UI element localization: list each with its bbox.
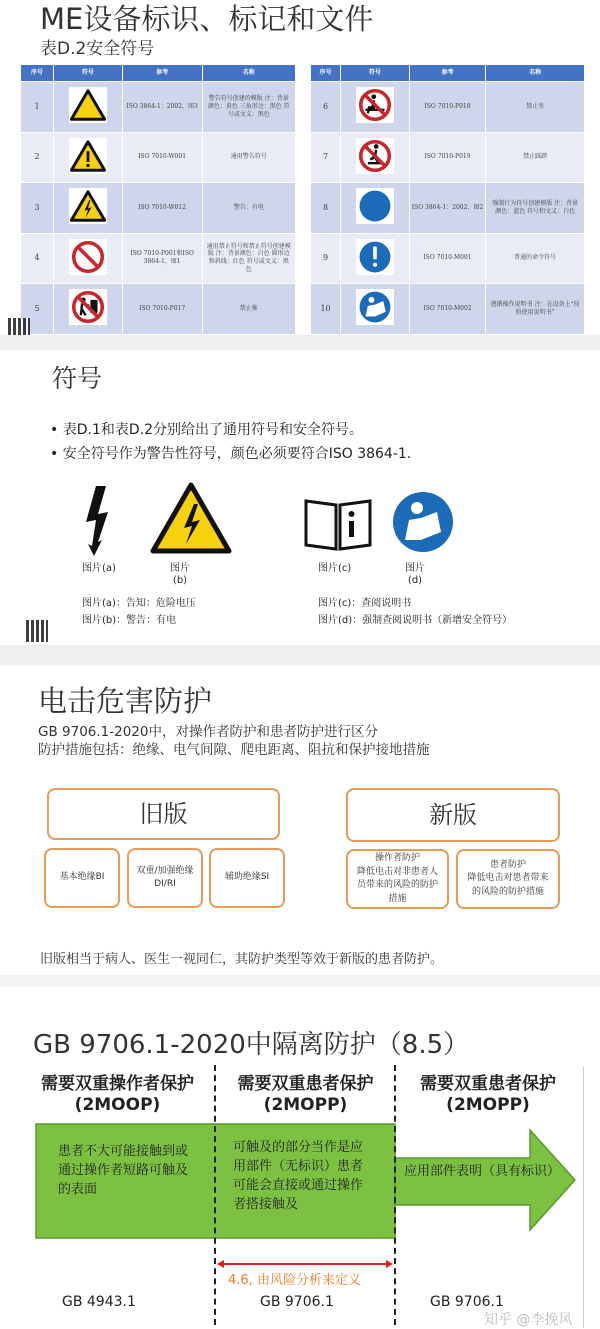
risk-note: 4.6, 由风险分析来定义 bbox=[228, 1273, 361, 1288]
row-number: 1 bbox=[21, 82, 54, 133]
row-number: 7 bbox=[311, 132, 341, 183]
symbol-name: 禁止推 bbox=[202, 284, 296, 335]
row-number: 3 bbox=[21, 183, 54, 234]
row-number: 9 bbox=[311, 233, 341, 284]
box-desc: 降低电击对非患者人员带来的风险的防护措施 bbox=[356, 866, 438, 904]
reference: ISO 7010-P018 bbox=[409, 82, 486, 133]
prohibition-icon bbox=[69, 239, 107, 275]
symbols-table-right bbox=[310, 64, 585, 335]
reference: ISO 3864-1：2002，图3 bbox=[122, 82, 202, 133]
slide-title: 符号 bbox=[52, 364, 103, 393]
symbol-cell bbox=[341, 132, 410, 183]
intro-line: GB 9706.1-2020中，对操作者防护和患者防护进行区分 bbox=[38, 724, 378, 740]
table-row bbox=[311, 284, 585, 335]
symbol-name: 通用禁止符号和禁止符号创建模版 注：背景颜色：白色 圆形边和斜线：红色 符号或文义：黑色 bbox=[202, 233, 296, 284]
general-mandatory-icon bbox=[356, 239, 394, 275]
reference: ISO 7010-M001 bbox=[409, 233, 486, 284]
column-header: 符号 bbox=[341, 65, 410, 82]
dashed-divider bbox=[214, 1065, 216, 1325]
caption-b: 图片 (b) bbox=[170, 563, 190, 586]
old-item-box: 双重/加强绝缘 DI/RI bbox=[127, 848, 203, 908]
mandatory-template-icon bbox=[356, 188, 394, 224]
old-item-box: 基本绝缘BI bbox=[44, 848, 120, 908]
column-header: 参考 bbox=[409, 65, 486, 82]
symbol-cell bbox=[341, 183, 410, 234]
table-row bbox=[311, 132, 585, 183]
table-row bbox=[311, 233, 585, 284]
note: 图片(a)：告知：危险电压 bbox=[82, 598, 196, 609]
lightning-bolt-icon bbox=[82, 484, 114, 558]
row-number: 10 bbox=[311, 284, 341, 335]
operator-protection-box bbox=[346, 849, 449, 909]
column-header: 序号 bbox=[311, 65, 341, 82]
read-manual-icon bbox=[356, 289, 394, 325]
bullet-item: • 安全符号作为警告性符号，颜色必须要符合ISO 3864-1. bbox=[50, 446, 412, 462]
row-number: 5 bbox=[21, 284, 54, 335]
reference: ISO 7010-P017 bbox=[122, 284, 202, 335]
symbol-name: 警告符号创建的模版 注：背景颜色：黄色 三角形边：黑色 符号或文义：黑色 bbox=[202, 82, 296, 133]
patient-protection-box bbox=[456, 849, 560, 909]
symbol-cell bbox=[54, 183, 123, 234]
warning-triangle-icon bbox=[69, 87, 107, 123]
box-title: 操作者防护 bbox=[374, 853, 420, 863]
new-version-box: 新版 bbox=[346, 788, 560, 842]
box-title: 患者防护 bbox=[489, 859, 526, 870]
symbol-cell bbox=[341, 233, 410, 284]
slide-title: ME设备标识、标记和文件 bbox=[40, 2, 374, 36]
slide-symbols bbox=[0, 350, 600, 645]
table-row bbox=[21, 82, 296, 133]
row-number: 6 bbox=[311, 82, 341, 133]
table-row bbox=[21, 183, 296, 234]
row-number: 4 bbox=[21, 233, 54, 284]
table-row bbox=[21, 132, 296, 183]
qr-code-icon bbox=[26, 620, 48, 642]
slide-shock-protection bbox=[0, 665, 600, 975]
caption-c: 图片(c) bbox=[318, 563, 352, 574]
general-warning-icon bbox=[69, 138, 107, 174]
symbol-name: 强制行为符号创建模版 注：背景颜色：蓝色 符号和文义：白色 bbox=[486, 183, 585, 234]
column-header: 参考 bbox=[122, 65, 202, 82]
column-header: 符号 bbox=[54, 65, 123, 82]
column-body: 患者不大可能接触到或通过操作者短路可触及的表面 bbox=[58, 1144, 189, 1197]
divider bbox=[0, 335, 600, 350]
note: 图片(b)：警告：有电 bbox=[82, 615, 177, 626]
row-number: 2 bbox=[21, 132, 54, 183]
symbol-cell bbox=[341, 82, 410, 133]
no-pushing-icon bbox=[69, 289, 107, 325]
standard-label: GB 4943.1 bbox=[62, 1294, 136, 1310]
symbol-name: 遵循操作说明书 注：在设备上“按照使用说明书” bbox=[486, 284, 585, 335]
note: 图片(c)：查阅说明书 bbox=[318, 598, 412, 609]
old-version-box: 旧版 bbox=[47, 788, 280, 840]
column-header: 名称 bbox=[202, 65, 296, 82]
watermark: 知乎 @李挽风 bbox=[484, 1312, 573, 1328]
double-arrow-icon bbox=[215, 1258, 395, 1270]
electricity-warning-icon bbox=[69, 188, 107, 224]
symbol-name: 警告：有电 bbox=[202, 183, 296, 234]
table-header-row bbox=[21, 65, 296, 82]
column-header: 名称 bbox=[486, 65, 585, 82]
note-text: 旧版相当于病人、医生一视同仁，其防护类型等效于新版的患者防护。 bbox=[40, 952, 444, 967]
bullet-list bbox=[50, 418, 411, 466]
slide-safety-symbols-table bbox=[0, 0, 600, 345]
no-sitting-icon bbox=[356, 87, 394, 123]
table-row bbox=[21, 284, 296, 335]
reference: ISO 7010-P019 bbox=[409, 132, 486, 183]
row-number: 8 bbox=[311, 183, 341, 234]
table-header-row bbox=[311, 65, 585, 82]
column-body: 可触及的部分当作是应用部件（无标识）患者可能会直接或通过操作者搭接触及 bbox=[233, 1140, 364, 1212]
notes-right bbox=[318, 595, 512, 629]
standard-label: GB 9706.1 bbox=[260, 1294, 334, 1310]
symbol-name: 禁止踩踏 bbox=[486, 132, 585, 183]
column-body: 应用部件表明（具有标识） bbox=[404, 1164, 561, 1179]
dashed-divider bbox=[394, 1065, 396, 1325]
column-header: 需要双重患者保护 (2MOPP) bbox=[237, 1074, 374, 1115]
divider bbox=[0, 975, 600, 987]
symbol-name: 普通的命令符号 bbox=[486, 233, 585, 284]
reference: ISO 7010-W012 bbox=[122, 183, 202, 234]
column-header: 序号 bbox=[21, 65, 54, 82]
symbol-cell bbox=[54, 82, 123, 133]
read-manual-mandatory-icon bbox=[391, 490, 455, 554]
reference: ISO 7010-W001 bbox=[122, 132, 202, 183]
reference: ISO 7010-M002 bbox=[409, 284, 486, 335]
slide-title: 电击危害防护 bbox=[38, 684, 213, 718]
notes-left bbox=[82, 595, 196, 629]
table-row bbox=[311, 183, 585, 234]
symbols-table-left bbox=[20, 64, 296, 335]
old-item-box: 辅助绝缘SI bbox=[209, 848, 285, 908]
table-row bbox=[21, 233, 296, 284]
intro-text bbox=[38, 723, 430, 759]
symbol-cell bbox=[341, 284, 410, 335]
symbol-name: 通用警告符号 bbox=[202, 132, 296, 183]
caption-d: 图片 (d) bbox=[405, 563, 425, 586]
slide-title: GB 9706.1-2020中隔离防护（8.5） bbox=[33, 1030, 470, 1060]
bullet-item: • 表D.1和表D.2分别给出了通用符号和安全符号。 bbox=[50, 422, 363, 438]
no-stepping-icon bbox=[356, 138, 394, 174]
intro-line: 防护措施包括：绝缘、电气间隙、爬电距离、阻抗和保护接地措施 bbox=[38, 742, 430, 758]
caption-a: 图片(a) bbox=[82, 563, 116, 574]
standard-label: GB 9706.1 bbox=[430, 1294, 504, 1310]
symbol-cell bbox=[54, 284, 123, 335]
symbol-name: 禁止坐 bbox=[486, 82, 585, 133]
reference: ISO 3864-1：2002，图2 bbox=[409, 183, 486, 234]
electricity-warning-icon bbox=[150, 482, 232, 554]
symbol-cell bbox=[54, 233, 123, 284]
symbol-cell bbox=[54, 132, 123, 183]
manual-icon bbox=[303, 495, 373, 553]
column-header: 需要双重操作者保护 (2MOOP) bbox=[41, 1074, 194, 1115]
note: 图片(d)：强制查阅说明书（新增安全符号） bbox=[318, 615, 513, 626]
divider bbox=[0, 645, 600, 665]
column-header: 需要双重患者保护 (2MOPP) bbox=[420, 1074, 556, 1115]
slide-subtitle: 表D.2安全符号 bbox=[40, 39, 155, 59]
table-row bbox=[311, 82, 585, 133]
reference: ISO 7010-P001和ISO 3864-1，图1 bbox=[122, 233, 202, 284]
box-desc: 降低电击对患者带来的风险的防护措施 bbox=[467, 873, 549, 897]
